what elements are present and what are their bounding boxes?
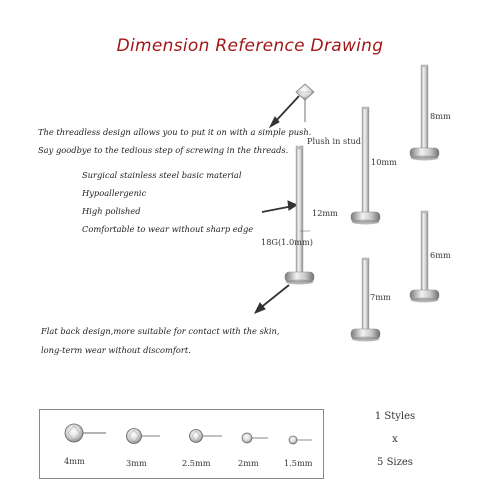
sizes-count: 5 Sizes [377, 457, 413, 468]
gem-sizes-box [39, 409, 324, 479]
flat-back-text-line-2: long-term wear without discomfort. [41, 345, 191, 355]
label-10mm: 10mm [371, 157, 397, 167]
label-12mm: 12mm [312, 208, 338, 218]
styles-count: 1 Styles [374, 411, 416, 422]
label-plush-in-stud: Plush in stud [307, 136, 361, 146]
gem-size-2-5mm: 2.5mm [182, 458, 211, 468]
feature-polished: High polished [82, 206, 141, 216]
gem-size-3mm: 3mm [126, 458, 147, 468]
threadless-text-line-1: The threadless design allows you to put it on with a simple push. [38, 127, 312, 137]
arrow-icon [270, 96, 299, 127]
label-6mm: 6mm [430, 250, 451, 260]
stud-top-icon [296, 84, 314, 122]
arrow-icon [255, 285, 289, 313]
feature-material: Surgical stainless steel basic material [82, 170, 242, 180]
label-7mm: 7mm [370, 292, 391, 302]
gem-size-1-5mm: 1.5mm [284, 458, 313, 468]
page-title: Dimension Reference Drawing [116, 36, 384, 56]
threadless-text-line-2: Say goodbye to the tedious step of screwing in the threads. [38, 145, 289, 155]
gem-size-4mm: 4mm [64, 456, 85, 466]
label-gauge: 18G(1.0mm) [261, 237, 313, 247]
labret-12mm [285, 146, 314, 285]
feature-comfortable: Comfortable to wear without sharp edge [82, 224, 254, 234]
flat-back-text-line-1: Flat back design,more suitable for contact with the skin, [41, 326, 280, 336]
gem-size-2mm: 2mm [238, 458, 259, 468]
feature-hypoallergenic: Hypoallergenic [82, 188, 147, 198]
arrow-icon [262, 201, 297, 212]
multiply-sign: x [392, 434, 398, 445]
label-8mm: 8mm [430, 111, 451, 121]
